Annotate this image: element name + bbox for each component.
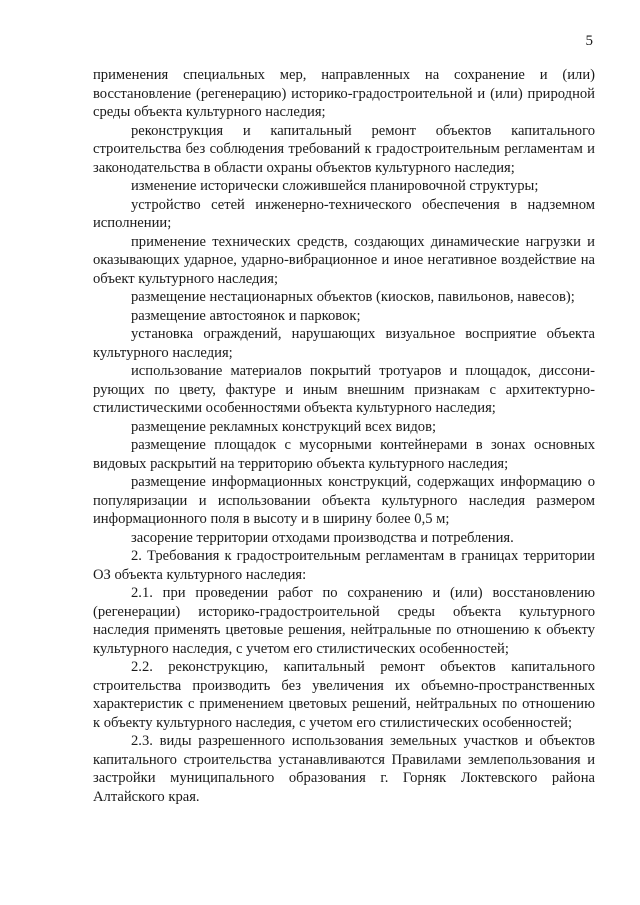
paragraph-reconstruction: реконструкция и капитальный ремонт объектов капитального строительства без соблюдения требований к градостроительным регламентам и законодательства в области охраны объектов культурного наследия; <box>93 122 595 176</box>
paragraph-fences: установка ограждений, нарушающих визуальное восприятие объекта культурного наследия; <box>93 326 595 361</box>
paragraph-planning-structure: изменение исторически сложившейся планировочной структуры; <box>131 178 539 194</box>
paragraph-2-2: 2.2. реконструкцию, капитальный ремонт объектов капитального строительства производить без увеличения их объемно-пространственных характеристик с применением цветовых решений, нейтральных по отношению к объекту культурного наследия, с учетом его стилистических особенностей; <box>93 659 595 731</box>
paragraph-continuation: применения специальных мер, направленных на сохранение и (или) восстановление (регенерацию) историко-градостроительной и (или) природной среды объекта культурного наследия; <box>93 67 595 120</box>
paragraph-information-structures: размещение информационных конструкций, содержащих информацию о популяризации и использовании объекта культурного наследия размером информационного поля в высоту и в ширину более 0,5 м; <box>93 474 595 527</box>
document-body <box>93 66 595 806</box>
paragraph-section-2: 2. Требования к градостроительным регламентам в границах территории ОЗ объекта культурного наследия: <box>93 548 595 583</box>
paragraph-littering: засорение территории отходами производства и потребления. <box>131 529 514 546</box>
paragraph-2-1: 2.1. при проведении работ по сохранению и (или) восстановлению (регенерации) историко-градостроительной среды объекта культурного наследия применять цветовые решения, нейтральные по отношению к объекту культурного наследия, с учетом его стилистических особенностей; <box>93 585 595 657</box>
paragraph-2-3: 2.3. виды разрешенного использования земельных участков и объектов капитального строительства устанавливаются Правилами землепользования и застройки муниципального образования г. Горняк Локтевского района Алтайского края. <box>93 733 595 805</box>
paragraph-engineering-networks: устройство сетей инженерно-технического обеспечения в надземном исполнении; <box>93 196 595 231</box>
page-number: 5 <box>585 33 593 49</box>
paragraph-pavement-materials: использование материалов покрытий тротуаров и площадок, диссонирующих по цвету, фактуре и иным внешним признакам с архитектурно-стилистическими особенностями объекта культурного наследия; <box>93 363 595 416</box>
paragraph-advertising: размещение рекламных конструкций всех видов; <box>131 418 437 435</box>
paragraph-parking: размещение автостоянок и парковок; <box>131 307 361 324</box>
paragraph-waste-containers: размещение площадок с мусорными контейнерами в зонах основных видовых раскрытий на территорию объекта культурного наследия; <box>93 437 595 472</box>
paragraph-technical-means: применение технических средств, создающих динамические нагрузки и оказывающих ударное, ударно-вибрационное и иное негативное воздействие на объект культурного наследия; <box>93 233 595 287</box>
paragraph-non-stationary-objects: размещение нестационарных объектов (киосков, павильонов, навесов); <box>131 289 575 305</box>
